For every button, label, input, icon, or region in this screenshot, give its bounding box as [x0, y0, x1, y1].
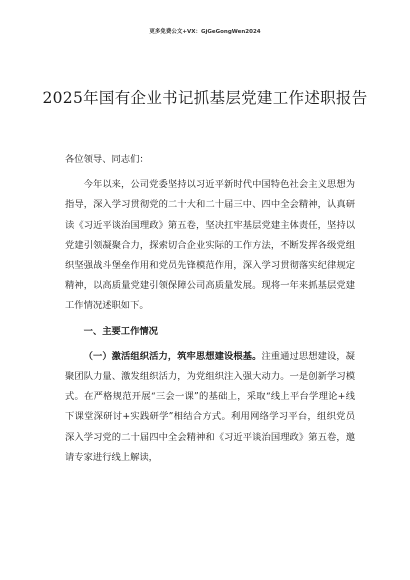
document-title: 2025年国有企业书记抓基层党建工作述职报告	[42, 89, 368, 107]
subsection-title: （一）激活组织活力，筑牢思想建设根基。	[83, 350, 262, 362]
salutation: 各位领导、同志们：	[65, 154, 149, 165]
header-note: 更多免费公文+VX：GjGeGongWen2024	[149, 29, 261, 35]
subsection-text: 注重通过思想建设，凝聚团队力量、激发组织活力，为党组织注入强大动力。一是创新学习模式。在严格规范开展“三会一课”的基础上，采取“线上平台学理论+线下课堂深研讨+实践研学”相结合方式。利用网络学习平台，组织党员深入学习党的二十届四中全会精神和《习近平谈治国理政》第五卷，邀请专家进行线上解读，	[65, 350, 355, 463]
intro-paragraph: 今年以来，公司党委坚持以习近平新时代中国特色社会主义思想为指导，深入学习贯彻党的二十大和二十届三中、四中全会精神，认真研读《习近平谈治国理政》第五卷，坚决扛牢基层党建主体责任，坚持以党建引领凝聚合力，探索切合企业实际的工作方法，不断发挥各级党组织坚强战斗堡垒作用和党员先锋模范作用，深入学习贯彻落实纪律规定精神，以高质量党建引领保障公司高质量发展。现将一年来抓基层党建工作情况述职如下。	[65, 179, 355, 312]
section-heading: 一、主要工作情况	[83, 325, 158, 337]
subsection-paragraph	[65, 347, 355, 468]
document-body	[65, 150, 355, 468]
